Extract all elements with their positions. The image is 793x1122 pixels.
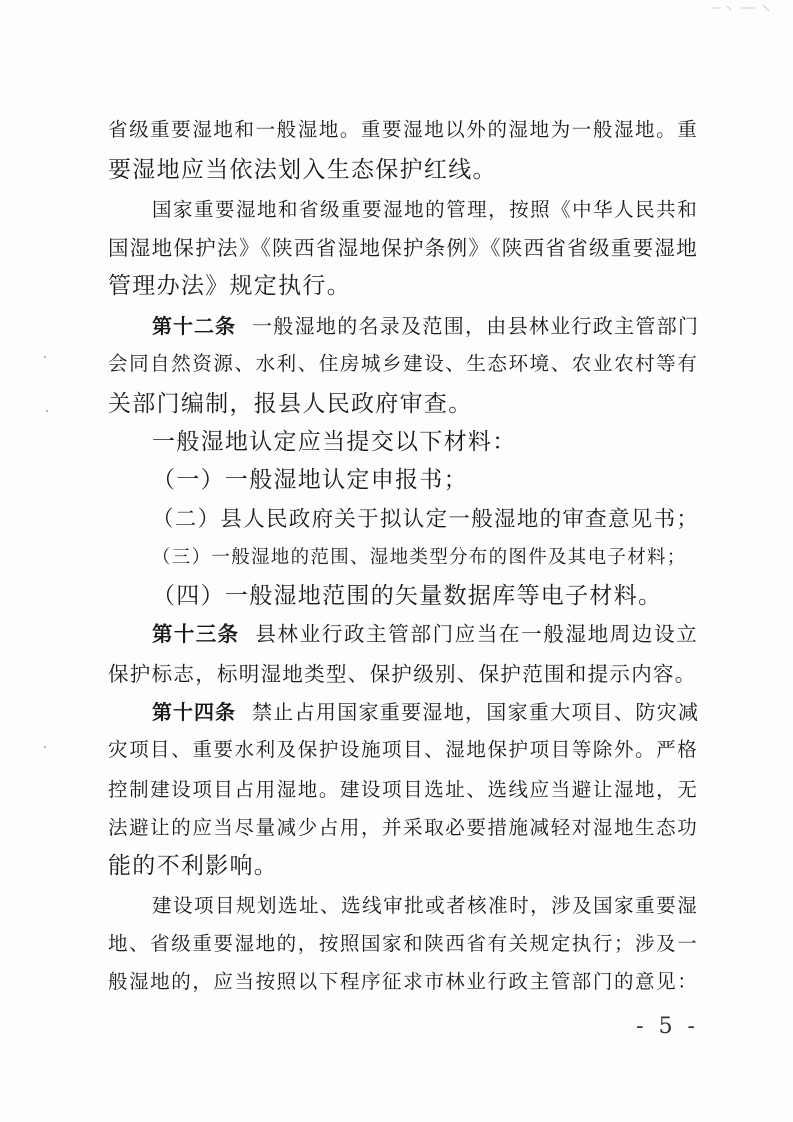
- article-12-heading-line: 第十二条 一般湿地的名录及范围，由县林业行政主管部门: [152, 314, 700, 338]
- paragraph-line: 地、省级重要湿地的，按照国家和陕西省有关规定执行；涉及一: [108, 932, 698, 955]
- paragraph-line: 控制建设项目占用湿地。建设项目选址、选线应当避让湿地，无: [108, 778, 698, 801]
- paragraph-line: 会同自然资源、水利、住房城乡建设、生态环境、农业农村等有: [108, 352, 698, 375]
- scan-speck: [46, 410, 48, 412]
- article-number: 第十三条: [152, 622, 240, 646]
- scan-artifact-icon: [711, 2, 781, 14]
- paragraph-line: 能的不利影响。: [108, 853, 279, 879]
- paragraph-line: 灾项目、重要水利及保护设施项目、湿地保护项目等除外。严格: [108, 738, 698, 761]
- page-number: - 5 -: [636, 1014, 699, 1039]
- scan-speck: [44, 746, 46, 748]
- list-item: （一）一般湿地认定申报书；: [152, 467, 468, 493]
- list-item: （二）县人民政府关于拟认定一般湿地的审查意见书；: [152, 507, 700, 532]
- paragraph-line: 一般湿地认定应当提交以下材料：: [152, 429, 517, 455]
- article-number: 第十二条: [152, 314, 236, 338]
- paragraph-line: 要湿地应当依法划入生态保护红线。: [108, 157, 497, 183]
- list-item: （三）一般湿地的范围、湿地类型分布的图件及其电子材料；: [152, 547, 687, 568]
- paragraph-line: 保护标志，标明湿地类型、保护级别、保护范围和提示内容。: [108, 662, 697, 686]
- scan-speck: [44, 356, 46, 358]
- paragraph-line: 省级重要湿地和一般湿地。重要湿地以外的湿地为一般湿地。重: [108, 118, 698, 141]
- paragraph-line: 般湿地的，应当按照以下程序征求市林业行政主管部门的意见：: [108, 970, 698, 993]
- paragraph-line: 建设项目规划选址、选线审批或者核准时，涉及国家重要湿: [152, 894, 698, 917]
- paragraph-line: 管理办法》规定执行。: [108, 273, 351, 299]
- article-14-heading-line: 第十四条 禁止占用国家重要湿地，国家重大项目、防灾减: [152, 700, 700, 724]
- article-13-heading-line: 第十三条 县林业行政主管部门应当在一般湿地周边设立: [152, 622, 699, 646]
- paragraph-line: 国湿地保护法》《陕西省湿地保护条例》《陕西省省级重要湿地: [108, 236, 698, 260]
- paragraph-line: 国家重要湿地和省级重要湿地的管理，按照《中华人民共和: [152, 198, 698, 221]
- paragraph-line: 关部门编制，报县人民政府审查。: [108, 391, 473, 417]
- list-item: （四）一般湿地范围的矢量数据库等电子材料。: [152, 583, 663, 609]
- paragraph-line: 法避让的应当尽量减少占用，并采取必要措施减轻对湿地生态功: [108, 816, 698, 839]
- article-number: 第十四条: [152, 700, 236, 724]
